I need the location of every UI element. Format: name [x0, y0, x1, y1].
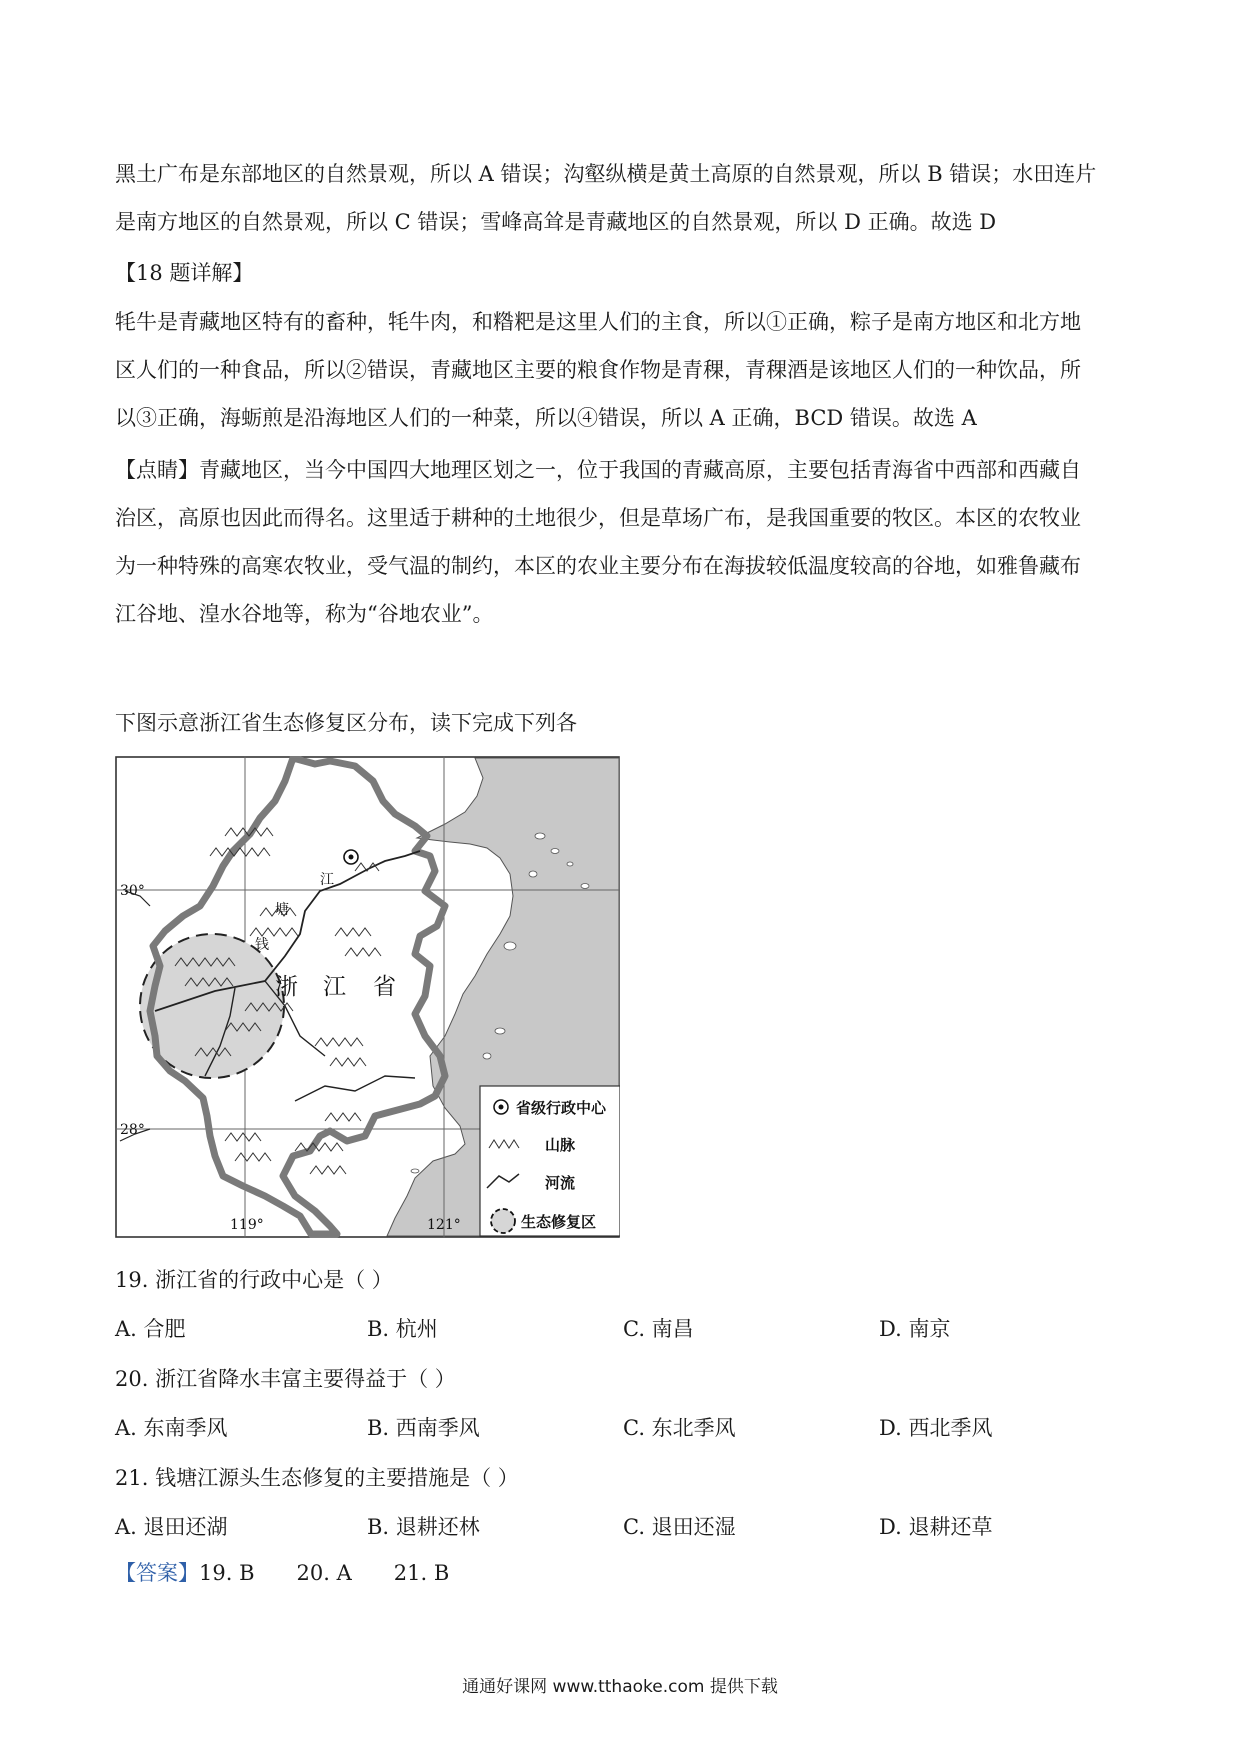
legend-river-label: 河流 — [545, 1174, 576, 1192]
province-label: 省 — [373, 974, 396, 1000]
answer-value: 21. B — [393, 1561, 450, 1585]
province-label: 江 — [323, 974, 346, 1000]
q21-option-b[interactable]: B. 退耕还林 — [367, 1515, 480, 1539]
text-line: 区人们的一种食品，所以②错误，青藏地区主要的粮食作物是青稞，青稞酒是该地区人们的一种饮品，所 — [115, 358, 1081, 382]
q19-option-d[interactable]: D. 南京 — [879, 1317, 951, 1341]
note-paragraph — [115, 446, 1135, 638]
river-label: 江 — [320, 872, 334, 888]
longitude-label: 119° — [230, 1217, 264, 1233]
q19-option-c[interactable]: C. 南昌 — [623, 1317, 694, 1341]
answer-value: 20. A — [296, 1561, 352, 1585]
answer-tag: 【答案】 — [115, 1561, 199, 1585]
q20-option-b[interactable]: B. 西南季风 — [367, 1416, 480, 1440]
page-footer: 通通好课网 www.tthaoke.com 提供下载 — [462, 1677, 778, 1697]
question-intro: 下图示意浙江省生态修复区分布，读下完成下列各 — [115, 711, 577, 735]
legend-mountain-label: 山脉 — [545, 1136, 576, 1154]
text-line: 以③正确，海蛎煎是沿海地区人们的一种菜，所以④错误，所以 A 正确，BCD 错误。故选 A — [115, 406, 977, 430]
river-label: 钱 — [255, 937, 269, 953]
q21-option-c[interactable]: C. 退田还湿 — [623, 1515, 736, 1539]
q20-option-d[interactable]: D. 西北季风 — [879, 1416, 993, 1440]
q21-option-d[interactable]: D. 退耕还草 — [879, 1515, 993, 1539]
explanation-paragraph — [115, 150, 1135, 246]
map-legend — [480, 1086, 620, 1236]
text-line: 为一种特殊的高寒农牧业，受气温的制约，本区的农业主要分布在海拔较低温度较高的谷地，如雅鲁藏布 — [115, 554, 1081, 578]
q20-option-a[interactable]: A. 东南季风 — [115, 1416, 228, 1440]
text-line: 治区，高原也因此而得名。这里适于耕种的土地很少，但是草场广布，是我国重要的牧区。本区的农牧业 — [115, 506, 1081, 530]
legend-capital-label: 省级行政中心 — [516, 1099, 607, 1117]
q21-option-a[interactable]: A. 退田还湖 — [115, 1515, 228, 1539]
answer-value: 19. B — [199, 1561, 255, 1585]
latitude-label: 28° — [120, 1122, 145, 1138]
longitude-label: 121° — [427, 1217, 461, 1233]
text-line: 【点睛】青藏地区，当今中国四大地理区划之一，位于我国的青藏高原，主要包括青海省中西部和西藏自 — [115, 458, 1081, 482]
question-21-stem: 21. 钱塘江源头生态修复的主要措施是（ ） — [115, 1466, 519, 1490]
q19-option-b[interactable]: B. 杭州 — [367, 1317, 438, 1341]
question-19-stem: 19. 浙江省的行政中心是（ ） — [115, 1268, 393, 1292]
zhejiang-map — [115, 756, 620, 1238]
river-label: 塘 — [275, 902, 289, 918]
text-line: 牦牛是青藏地区特有的畜种，牦牛肉，和糌粑是这里人们的主食，所以①正确，粽子是南方地区和北方地 — [115, 310, 1081, 334]
section-heading: 【18 题详解】 — [115, 261, 254, 285]
question-20-stem: 20. 浙江省降水丰富主要得益于（ ） — [115, 1367, 456, 1391]
q19-option-a[interactable]: A. 合肥 — [115, 1317, 186, 1341]
text-line: 黑土广布是东部地区的自然景观，所以 A 错误；沟壑纵横是黄土高原的自然景观，所以 B 错误；水田连片 — [115, 162, 1097, 186]
detail-paragraph — [115, 298, 1135, 442]
q20-option-c[interactable]: C. 东北季风 — [623, 1416, 736, 1440]
text-line: 江谷地、湟水谷地等，称为“谷地农业”。 — [115, 602, 494, 626]
latitude-label: 30° — [120, 883, 145, 899]
answer-line — [115, 1558, 491, 1588]
legend-restoration-label: 生态修复区 — [521, 1213, 597, 1231]
hangzhou-capital-marker — [344, 850, 358, 864]
province-label: 浙 — [275, 974, 298, 1000]
text-line: 是南方地区的自然景观，所以 C 错误；雪峰高耸是青藏地区的自然景观，所以 D 正确。故选 D — [115, 210, 997, 234]
